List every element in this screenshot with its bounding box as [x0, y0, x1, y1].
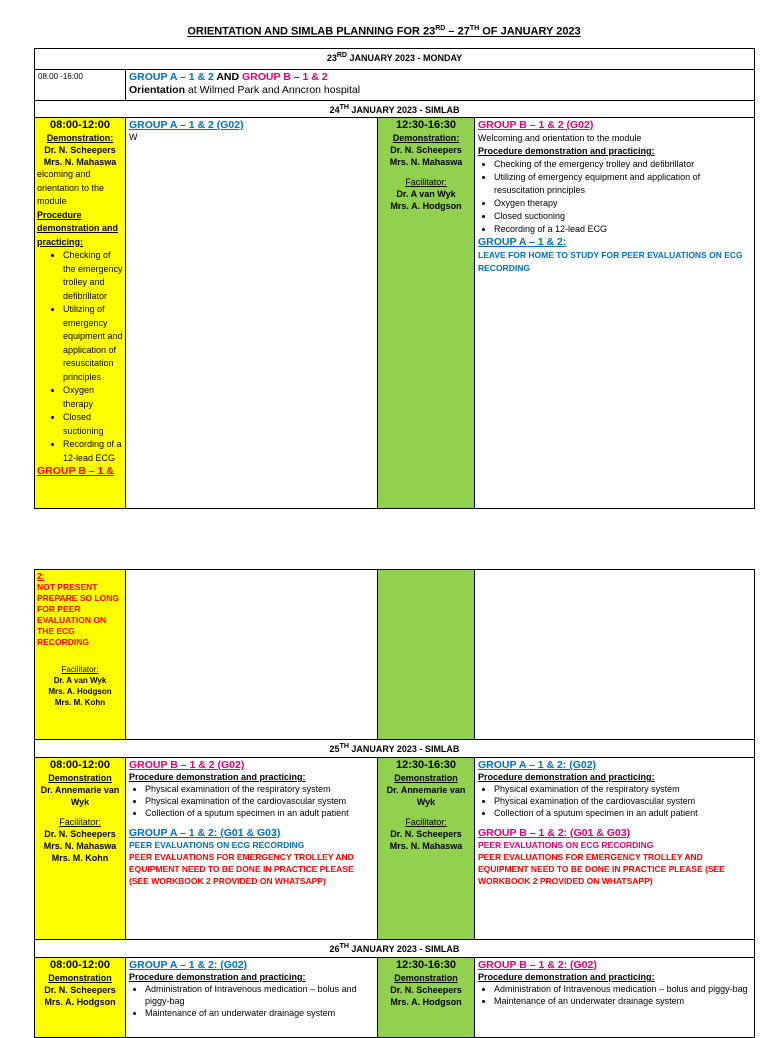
list-item: • Physical examination of the cardiovascular system: [494, 795, 751, 807]
group-cell-b-26: GROUP B – 1 & 2: (G02) Procedure demonstration and practicing: • Administration of Intravenous medication – bolus and piggy-bag • Maintenance of an underwater drainage system: [475, 958, 755, 1038]
day-header-24: 24TH JANUARY 2023 - SIMLAB: [35, 101, 755, 118]
empty-green-cell: [378, 570, 475, 740]
list-item: • Utilizing of emergency equipment and application of resuscitation principles: [63, 303, 123, 384]
list-item: • Closed suctioning: [494, 210, 751, 223]
list-item: • Utilizing of emergency equipment and application of resuscitation principles: [494, 171, 751, 197]
list-item: • Collection of a sputum specimen in an adult patient: [494, 807, 751, 819]
pm-cell-26: 12:30-16:30 Demonstration Dr. N. Scheepers Mrs. A. Hodgson: [378, 958, 475, 1038]
continued-cell: 2: NOT PRESENT PREPARE SO LONG FOR PEER EVALUATION ON THE ECG RECORDING Facilitator: Dr. A van Wyk Mrs. A. Hodgson Mrs. M. Kohn: [35, 570, 126, 740]
schedule-table-part-1: [34, 48, 755, 509]
am-cell-26: 08:00-12:00 Demonstration Dr. N. Scheepers Mrs. A. Hodgson: [35, 958, 126, 1038]
day-header-25: 25TH JANUARY 2023 - SIMLAB: [35, 740, 755, 758]
list-item: • Checking of the emergency trolley and defibrillator: [63, 249, 123, 303]
list-item: • Physical examination of the respiratory system: [145, 783, 374, 795]
orientation-cell: GROUP A – 1 & 2 AND GROUP B – 1 & 2 Orientation at Wilmed Park and Anncron hospital: [126, 70, 755, 101]
time-cell-23: 08:00 -16:00: [35, 70, 126, 101]
am-cell-25: 08:00-12:00 Demonstration Dr. Annemarie van Wyk Facilitator: Dr. N. Scheepers Mrs. N. Mahaswa Mrs. M. Kohn: [35, 758, 126, 940]
document-title: ORIENTATION AND SIMLAB PLANNING FOR 23RD – 27TH OF JANUARY 2023: [187, 25, 581, 38]
list-item: • Checking of the emergency trolley and defibrillator: [494, 158, 751, 171]
list-item: • Administration of Intravenous medication – bolus and piggy-bag: [145, 983, 374, 1007]
group-cell-b-25: GROUP B – 1 & 2 (G02) Procedure demonstration and practicing: • Physical examination of the respiratory system • Physical examination of the cardiovascular system • Collection of a sputum specimen in an adult patient GROUP A – 1 & 2: (G01 & G03) PEER EVALUATIONS ON ECG RECORDING PEER EVALUATIONS FOR EMERGENCY TROLLEY AND EQUIPMENT NEED TO BE DONE IN PRACTICE PLEASE (SEE WORKBOOK 2 PROVIDED ON WHATSAPP): [126, 758, 378, 940]
list-item: • Physical examination of the respiratory system: [494, 783, 751, 795]
group-cell-a-24: GROUP A – 1 & 2 (G02) W: [126, 118, 378, 509]
list-item: • Maintenance of an underwater drainage system: [145, 1007, 374, 1019]
day-header-26: 26TH JANUARY 2023 - SIMLAB: [35, 940, 755, 958]
group-cell-a-25: GROUP A – 1 & 2: (G02) Procedure demonstration and practicing: • Physical examination of the respiratory system • Physical examination of the cardiovascular system • Collection of a sputum specimen in an adult patient GROUP B – 1 & 2: (G01 & G03) PEER EVALUATIONS ON ECG RECORDING PEER EVALUATIONS FOR EMERGENCY TROLLEY AND EQUIPMENT NEED TO BE DONE IN PRACTICE PLEASE (SEE WORKBOOK 2 PROVIDED ON WHATSAPP): [475, 758, 755, 940]
list-item: • Maintenance of an underwater drainage system: [494, 995, 751, 1007]
list-item: • Recording of a 12-lead ECG: [494, 223, 751, 236]
pm-cell-25: 12:30-16:30 Demonstration Dr. Annemarie van Wyk Facilitator: Dr. N. Scheepers Mrs. N. Mahaswa: [378, 758, 475, 940]
list-item: • Administration of Intravenous medication – bolus and piggy-bag: [494, 983, 751, 995]
empty-cell: [475, 570, 755, 740]
list-item: • Physical examination of the cardiovascular system: [145, 795, 374, 807]
list-item: • Closed suctioning: [63, 411, 123, 438]
am-cell-24: 08:00-12:00 Demonstration: Dr. N. Scheepers Mrs. N. Mahaswa elcoming and orientation to the module Procedure demonstration and practicing: • Checking of the emergency trolley and defibrillator • Utilizing of emergency equipment and application of resuscitation principles • Oxygen therapy • Closed suctioning • Recording of a 12-lead ECG GROUP B – 1 &: [35, 118, 126, 509]
schedule-table-part-2: [34, 569, 755, 1038]
pm-cell-24: 12:30-16:30 Demonstration: Dr. N. Scheepers Mrs. N. Mahaswa Facilitator: Dr. A van Wyk Mrs. A. Hodgson: [378, 118, 475, 509]
group-cell-a-26: GROUP A – 1 & 2: (G02) Procedure demonstration and practicing: • Administration of Intravenous medication – bolus and piggy-bag • Maintenance of an underwater drainage system: [126, 958, 378, 1038]
list-item: • Oxygen therapy: [63, 384, 123, 411]
group-cell-b-24: GROUP B – 1 & 2 (G02) Welcoming and orientation to the module Procedure demonstration and practicing: • Checking of the emergency trolley and defibrillator • Utilizing of emergency equipment and application of resuscitation principles • Oxygen therapy • Closed suctioning • Recording of a 12-lead ECG GROUP A – 1 & 2: LEAVE FOR HOME TO STUDY FOR PEER EVALUATIONS ON ECG RECORDING: [475, 118, 755, 509]
day-header-23: 23RD JANUARY 2023 - MONDAY: [35, 49, 755, 70]
list-item: • Recording of a 12-lead ECG: [63, 438, 123, 465]
list-item: • Oxygen therapy: [494, 197, 751, 210]
empty-cell: [126, 570, 378, 740]
list-item: • Collection of a sputum specimen in an adult patient: [145, 807, 374, 819]
